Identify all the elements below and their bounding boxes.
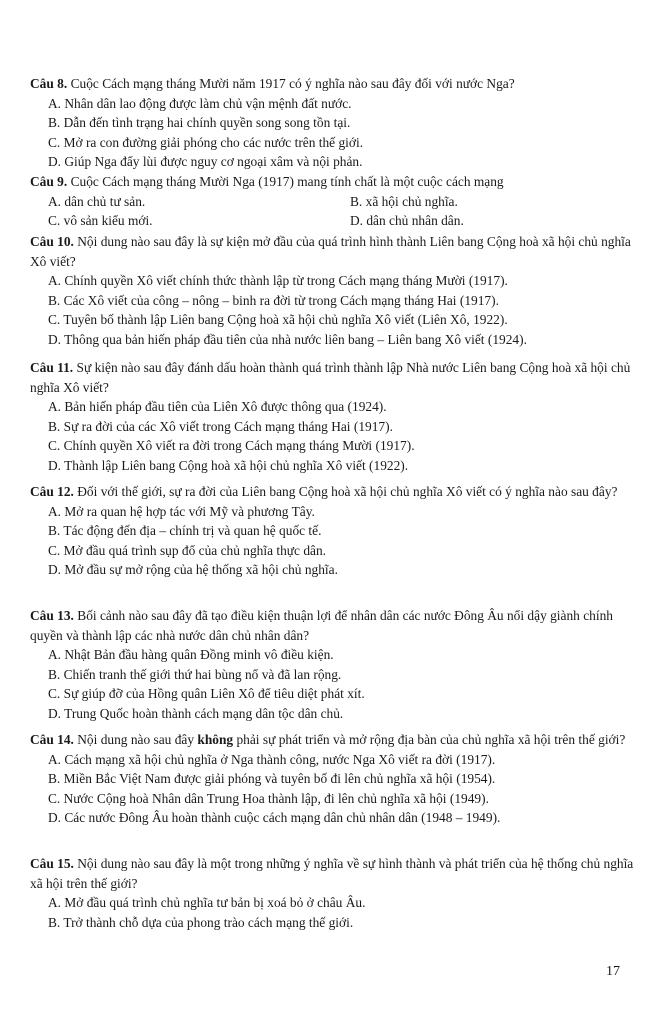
question-13 [30, 606, 640, 724]
option-b: B. Dẫn đến tình trạng hai chính quyền song song tồn tại. [48, 115, 351, 131]
option-a: A. Nhân dân lao động được làm chủ vận mệnh đất nước. [48, 95, 352, 111]
question-11 [30, 358, 640, 476]
option-c: C. Chính quyền Xô viết ra đời trong Cách mạng tháng Mười (1917). [48, 438, 415, 454]
option-a: A. Nhật Bản đầu hàng quân Đồng minh vô điều kiện. [48, 647, 334, 663]
question-number: Câu 12. [30, 484, 74, 499]
question-12 [30, 482, 640, 580]
question-stem [30, 482, 640, 502]
option-b: B. Miền Bắc Việt Nam được giải phóng và tuyên bố đi lên chủ nghĩa xã hội (1954). [48, 771, 496, 787]
question-number: Câu 15. [30, 856, 74, 871]
emphasis-word: không [197, 732, 234, 747]
option-b: B. Trở thành chỗ dựa của phong trào cách mạng thế giới. [48, 914, 354, 930]
question-number: Câu 11. [30, 360, 74, 375]
option-b: B. Sự ra đời của các Xô viết trong Cách mạng tháng Hai (1917). [48, 418, 393, 434]
option-b: B. xã hội chủ nghĩa. [350, 193, 458, 209]
question-text: Cuộc Cách mạng tháng Mười năm 1917 có ý nghĩa nào sau đây đối với nước Nga? [70, 76, 515, 91]
option-row [30, 211, 640, 231]
question-number: Câu 13. [30, 608, 74, 623]
question-stem [30, 232, 640, 271]
option-c: C. Nước Cộng hoà Nhân dân Trung Hoa thành lập, đi lên chủ nghĩa xã hội (1949). [48, 790, 489, 806]
question-number: Câu 14. [30, 732, 74, 747]
option-a: A. Mở đầu quá trình chủ nghĩa tư bản bị xoá bỏ ở châu Âu. [48, 895, 366, 911]
question-stem [30, 74, 640, 94]
option-a: A. Mở ra quan hệ hợp tác với Mỹ và phương Tây. [48, 503, 315, 519]
option-b: B. Chiến tranh thế giới thứ hai bùng nổ và đã lan rộng. [48, 666, 342, 682]
question-14 [30, 730, 640, 828]
question-stem [30, 606, 640, 645]
question-number: Câu 10. [30, 234, 74, 249]
question-stem [30, 854, 640, 893]
option-c: C. Tuyên bố thành lập Liên bang Cộng hoà xã hội chủ nghĩa Xô viết (Liên Xô, 1922). [48, 312, 508, 328]
option-c: C. Mở đầu quá trình sụp đổ của chủ nghĩa thực dân. [48, 542, 327, 558]
option-a: A. Chính quyền Xô viết chính thức thành lập từ trong Cách mạng tháng Mười (1917). [48, 273, 508, 289]
option-a: A. Bản hiến pháp đầu tiên của Liên Xô được thông qua (1924). [48, 399, 387, 415]
question-9 [30, 172, 640, 231]
option-c: C. Mở ra con đường giải phóng cho các nước trên thế giới. [48, 134, 364, 150]
option-d: D. Giúp Nga đẩy lùi được nguy cơ ngoại xâm và nội phản. [48, 154, 363, 170]
option-d: D. Thành lập Liên bang Cộng hoà xã hội chủ nghĩa Xô viết (1922). [48, 457, 409, 473]
option-d: D. Mở đầu sự mở rộng của hệ thống xã hội chủ nghĩa. [48, 562, 338, 578]
option-row [30, 192, 640, 212]
page-number: 17 [606, 964, 620, 979]
question-stem [30, 358, 640, 397]
question-text: Nội dung nào sau đây là sự kiện mở đầu của quá trình hình thành Liên bang Cộng hoà xã hội chủ nghĩa Xô viết? [30, 234, 631, 269]
question-text: Nội dung nào sau đây là một trong những ý nghĩa về sự hình thành và phát triển của hệ thống chủ nghĩa xã hội trên thế giới? [30, 856, 634, 891]
question-text: Bối cảnh nào sau đây đã tạo điều kiện thuận lợi để nhân dân các nước Đông Âu nổi dậy giành chính quyền và thành lập các nhà nước dân chủ nhân dân? [30, 608, 613, 643]
question-8 [30, 74, 640, 172]
question-10 [30, 232, 640, 350]
question-stem [30, 730, 640, 750]
question-text: Sự kiện nào sau đây đánh dấu hoàn thành quá trình thành lập Nhà nước Liên bang Cộng hoà xã hội chủ nghĩa Xô viết? [30, 360, 631, 395]
question-stem [30, 172, 640, 192]
question-text-pre: Nội dung nào sau đây [77, 732, 198, 747]
option-d: D. Trung Quốc hoàn thành cách mạng dân tộc dân chủ. [48, 705, 344, 721]
option-c: C. Sự giúp đỡ của Hồng quân Liên Xô để tiêu diệt phát xít. [48, 686, 365, 702]
option-d: D. Các nước Đông Âu hoàn thành cuộc cách mạng dân chủ nhân dân (1948 – 1949). [48, 810, 501, 826]
question-number: Câu 9. [30, 174, 68, 189]
option-d: D. Thông qua bản hiến pháp đầu tiên của nhà nước liên bang – Liên bang Xô viết (1924). [48, 331, 527, 347]
question-15 [30, 854, 640, 932]
option-c: C. vô sản kiểu mới. [48, 213, 153, 229]
option-d: D. dân chủ nhân dân. [350, 213, 464, 229]
question-text: Cuộc Cách mạng tháng Mười Nga (1917) mang tính chất là một cuộc cách mạng [70, 174, 504, 189]
option-a: A. Cách mạng xã hội chủ nghĩa ở Nga thành công, nước Nga Xô viết ra đời (1917). [48, 751, 496, 767]
question-number: Câu 8. [30, 76, 68, 91]
option-b: B. Tác động đến địa – chính trị và quan hệ quốc tế. [48, 523, 322, 539]
option-b: B. Các Xô viết của công – nông – binh ra đời từ trong Cách mạng tháng Hai (1917). [48, 292, 499, 308]
question-text: Đối với thế giới, sự ra đời của Liên bang Cộng hoà xã hội chủ nghĩa Xô viết có ý nghĩa nào sau đây? [77, 484, 618, 499]
question-text-post: phải sự phát triển và mở rộng địa bàn của chủ nghĩa xã hội trên thế giới? [233, 732, 626, 747]
option-a: A. dân chủ tư sản. [48, 193, 146, 209]
